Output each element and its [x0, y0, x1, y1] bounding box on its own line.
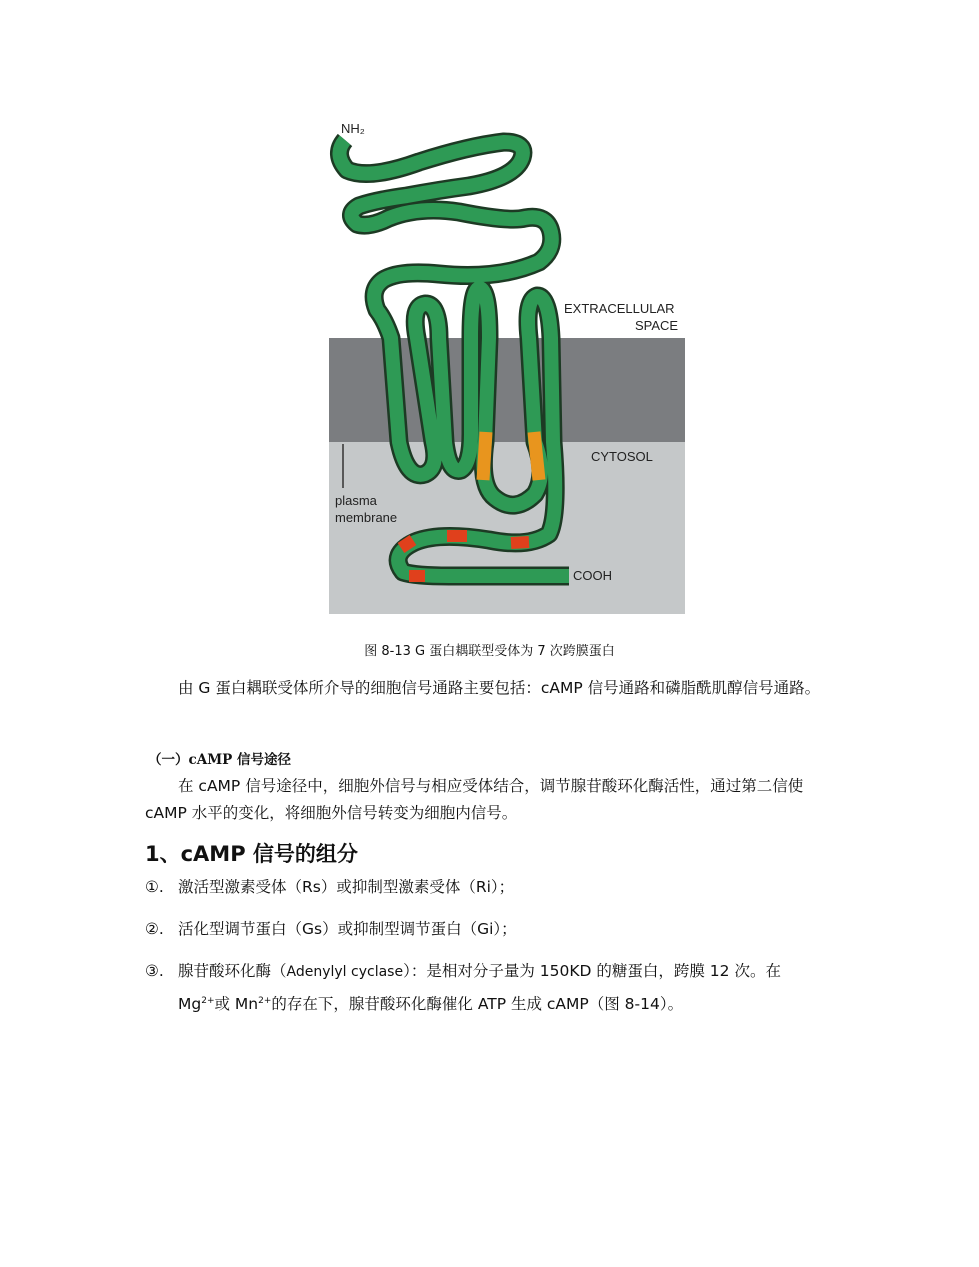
- list-marker: ②.: [145, 920, 164, 938]
- plasma-label: plasma: [335, 493, 377, 508]
- mg-text: Mg: [178, 995, 202, 1014]
- list-item-text: 活化型调节蛋白（Gs）或抑制型调节蛋白（Gi）；: [178, 920, 517, 938]
- cooh-label: COOH: [573, 568, 612, 583]
- cytosol-region: [329, 442, 685, 614]
- mn-charge: 2+: [258, 996, 272, 1006]
- nh2-label: NH₂: [341, 121, 365, 136]
- list-marker: ①.: [145, 878, 164, 896]
- mg-charge: 2+: [201, 996, 215, 1006]
- list-item-text: 激活型激素受体（Rs）或抑制型激素受体（Ri）；: [178, 878, 515, 896]
- list-item-text-en: Adenylyl cyclase: [286, 964, 404, 980]
- list-item-text-b: ）：是相对分子量为 150KD 的糖蛋白，跨膜 12 次。在: [403, 962, 781, 980]
- section-latin: cAMP: [188, 752, 233, 768]
- section-title: 信号途径: [232, 752, 291, 768]
- section-heading-camp: [148, 748, 291, 768]
- red-segment-1: [401, 540, 413, 548]
- list-item-text-a: 腺苷酸环化酶（: [178, 962, 287, 980]
- section-prefix: （一）: [148, 752, 189, 768]
- list-item: [145, 915, 517, 943]
- red-segment-3: [511, 542, 529, 543]
- section-paragraph: 在 cAMP 信号途径中，细胞外信号与相应受体结合，调节腺苷酸环化酶活性，通过第二信使 cAMP 水平的变化，将细胞外信号转变为细胞内信号。: [145, 777, 804, 822]
- catalysis-text: 的存在下，腺苷酸环化酶催化 ATP 生成 cAMP（图 8-14）。: [271, 995, 684, 1014]
- gpcr-diagram: [329, 114, 685, 614]
- figure-caption: 图 8-13 G 蛋白耦联型受体为 7 次跨膜蛋白: [364, 644, 615, 659]
- extracellular-label: EXTRACELLULAR: [564, 301, 675, 316]
- space-label: SPACE: [635, 318, 679, 333]
- list-item: [145, 873, 514, 901]
- list-item: [145, 957, 781, 986]
- cytosol-label: CYTOSOL: [591, 449, 653, 464]
- orange-segment-left: [483, 432, 486, 480]
- membrane-label: membrane: [335, 510, 398, 525]
- orange-segment-right: [534, 432, 539, 480]
- intro-paragraph: 由 G 蛋白耦联受体所介导的细胞信号通路主要包括：cAMP 信号通路和磷脂酰肌醇信号通路。: [178, 679, 821, 697]
- gpcr-figure: [329, 114, 685, 614]
- membrane-band: [329, 338, 685, 442]
- components-heading: 1、cAMP 信号的组分: [145, 842, 358, 866]
- mn-text: 或 Mn: [214, 995, 259, 1014]
- list-item-continuation: [178, 987, 683, 1018]
- list-marker: ③.: [145, 962, 164, 980]
